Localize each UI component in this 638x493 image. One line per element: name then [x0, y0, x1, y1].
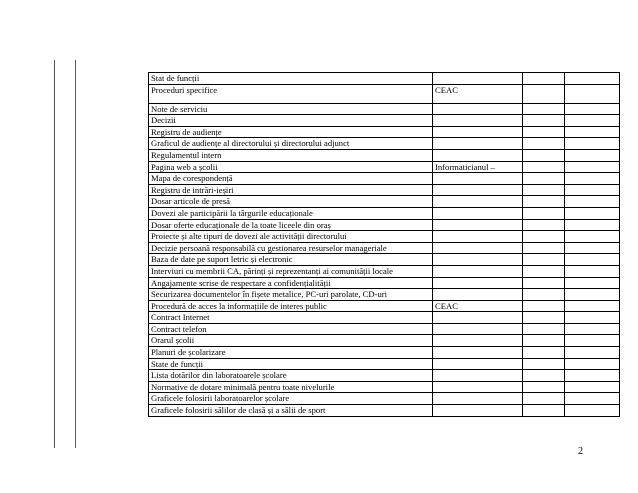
cell-responsible	[433, 242, 523, 254]
cell-responsible	[433, 405, 523, 417]
table-row	[149, 254, 620, 266]
cell-responsible	[433, 381, 523, 393]
cell-responsible	[433, 196, 523, 208]
cell-responsible	[433, 138, 523, 150]
cell-responsible	[433, 347, 523, 359]
table-row	[149, 323, 620, 335]
cell-responsible	[433, 126, 523, 138]
cell-empty	[523, 84, 565, 103]
cell-responsible	[433, 149, 523, 161]
cell-empty	[565, 393, 620, 405]
cell-empty	[565, 196, 620, 208]
cell-empty	[523, 335, 565, 347]
cell-item: Orarul școlii	[149, 335, 433, 347]
cell-responsible	[433, 323, 523, 335]
cell-item: Registru de intrări-ieșiri	[149, 184, 433, 196]
cell-empty	[565, 335, 620, 347]
cell-empty	[565, 84, 620, 103]
table-row	[149, 381, 620, 393]
table-row	[149, 312, 620, 324]
cell-empty	[565, 138, 620, 150]
cell-responsible	[433, 231, 523, 243]
table-row	[149, 277, 620, 289]
table-row	[149, 207, 620, 219]
cell-empty	[565, 219, 620, 231]
cell-empty	[565, 103, 620, 115]
cell-empty	[523, 138, 565, 150]
cell-empty	[523, 207, 565, 219]
table-row	[149, 335, 620, 347]
table-row	[149, 126, 620, 138]
cell-responsible	[433, 219, 523, 231]
cell-item: Securizarea documentelor în fișete metalice, PC-uri parolate, CD-uri	[149, 289, 433, 301]
cell-item: Proceduri specifice	[149, 84, 433, 103]
margin-rule-left-2	[75, 60, 76, 448]
table-row	[149, 219, 620, 231]
cell-empty	[523, 277, 565, 289]
cell-empty	[565, 254, 620, 266]
cell-responsible	[433, 103, 523, 115]
cell-item: Decizie persoană responsabilă cu gestionarea resurselor manageriale	[149, 242, 433, 254]
cell-responsible	[433, 335, 523, 347]
table-row	[149, 358, 620, 370]
cell-responsible	[433, 173, 523, 185]
table-row	[149, 265, 620, 277]
cell-empty	[565, 277, 620, 289]
cell-empty	[523, 161, 565, 173]
cell-empty	[565, 173, 620, 185]
cell-empty	[565, 323, 620, 335]
cell-empty	[565, 149, 620, 161]
cell-item: Regulamentul intern	[149, 149, 433, 161]
cell-empty	[565, 184, 620, 196]
cell-responsible	[433, 73, 523, 85]
cell-empty	[523, 405, 565, 417]
cell-empty	[523, 300, 565, 312]
cell-item: Dovezi ale participării la târgurile educaționale	[149, 207, 433, 219]
cell-empty	[523, 347, 565, 359]
cell-empty	[565, 381, 620, 393]
table-row	[149, 149, 620, 161]
cell-empty	[523, 254, 565, 266]
table-row	[149, 184, 620, 196]
cell-item: Dosar oferte educaționale de la toate liceele din oraș	[149, 219, 433, 231]
table-row	[149, 73, 620, 85]
cell-responsible: CEAC	[433, 84, 523, 103]
margin-rule-left-1	[54, 60, 55, 448]
table-row	[149, 138, 620, 150]
table-row	[149, 103, 620, 115]
cell-item: Graficele folosirii sălilor de clasă și a sălii de sport	[149, 405, 433, 417]
cell-empty	[565, 300, 620, 312]
cell-responsible: CEAC	[433, 300, 523, 312]
cell-empty	[523, 312, 565, 324]
table-row	[149, 405, 620, 417]
cell-item: Registru de audiențe	[149, 126, 433, 138]
cell-empty	[523, 323, 565, 335]
cell-responsible	[433, 289, 523, 301]
cell-empty	[523, 231, 565, 243]
cell-item: Proiecte și alte tipuri de dovezi ale activității directorului	[149, 231, 433, 243]
cell-responsible	[433, 277, 523, 289]
cell-empty	[565, 73, 620, 85]
cell-empty	[523, 149, 565, 161]
cell-responsible: Informaticianul –	[433, 161, 523, 173]
cell-empty	[523, 242, 565, 254]
table-row	[149, 370, 620, 382]
cell-empty	[523, 196, 565, 208]
cell-empty	[523, 126, 565, 138]
cell-empty	[523, 289, 565, 301]
cell-empty	[565, 265, 620, 277]
cell-empty	[565, 207, 620, 219]
cell-empty	[565, 289, 620, 301]
cell-empty	[565, 115, 620, 127]
cell-empty	[523, 115, 565, 127]
table-row	[149, 115, 620, 127]
cell-item: Decizii	[149, 115, 433, 127]
cell-responsible	[433, 393, 523, 405]
cell-responsible	[433, 312, 523, 324]
cell-empty	[523, 73, 565, 85]
cell-item: Graficele folosirii laboratoarelor școlare	[149, 393, 433, 405]
table-body	[149, 73, 620, 417]
cell-empty	[523, 393, 565, 405]
cell-empty	[565, 358, 620, 370]
cell-item: Procedură de acces la informațiile de interes public	[149, 300, 433, 312]
cell-empty	[523, 358, 565, 370]
table-row	[149, 393, 620, 405]
cell-item: Normative de dotare minimală pentru toate nivelurile	[149, 381, 433, 393]
cell-responsible	[433, 207, 523, 219]
table-row	[149, 161, 620, 173]
cell-empty	[565, 347, 620, 359]
cell-item: Baza de date pe suport letric și electronic	[149, 254, 433, 266]
cell-responsible	[433, 370, 523, 382]
cell-responsible	[433, 115, 523, 127]
cell-item: Contract Internet	[149, 312, 433, 324]
cell-item: State de funcții	[149, 358, 433, 370]
cell-empty	[565, 126, 620, 138]
cell-empty	[565, 405, 620, 417]
cell-empty	[565, 242, 620, 254]
cell-empty	[523, 103, 565, 115]
cell-empty	[565, 370, 620, 382]
cell-empty	[523, 265, 565, 277]
table-row	[149, 84, 620, 103]
page-number: 2	[578, 446, 583, 457]
cell-empty	[523, 219, 565, 231]
table-row	[149, 300, 620, 312]
cell-responsible	[433, 358, 523, 370]
cell-responsible	[433, 184, 523, 196]
cell-item: Stat de funcții	[149, 73, 433, 85]
cell-item: Mapa de corespondență	[149, 173, 433, 185]
cell-empty	[565, 161, 620, 173]
cell-item: Contract telefon	[149, 323, 433, 335]
cell-item: Planuri de școlarizare	[149, 347, 433, 359]
cell-item: Interviuri cu membrii CA, părinți și reprezentanți ai comunității locale	[149, 265, 433, 277]
table-row	[149, 289, 620, 301]
table-row	[149, 242, 620, 254]
table-row	[149, 196, 620, 208]
cell-item: Note de serviciu	[149, 103, 433, 115]
cell-empty	[523, 381, 565, 393]
table-row	[149, 173, 620, 185]
cell-item: Angajamente scrise de respectare a confidențialității	[149, 277, 433, 289]
table-row	[149, 231, 620, 243]
document-table	[148, 72, 620, 417]
cell-item: Lista dotărilor din laboratoarele școlare	[149, 370, 433, 382]
cell-empty	[565, 231, 620, 243]
table-row	[149, 347, 620, 359]
cell-item: Pagina web a școlii	[149, 161, 433, 173]
cell-empty	[523, 370, 565, 382]
cell-item: Dosar articole de presă	[149, 196, 433, 208]
cell-item: Graficul de audiențe al directorului și directorului adjunct	[149, 138, 433, 150]
cell-empty	[523, 184, 565, 196]
cell-empty	[565, 312, 620, 324]
cell-responsible	[433, 254, 523, 266]
cell-responsible	[433, 265, 523, 277]
cell-empty	[523, 173, 565, 185]
